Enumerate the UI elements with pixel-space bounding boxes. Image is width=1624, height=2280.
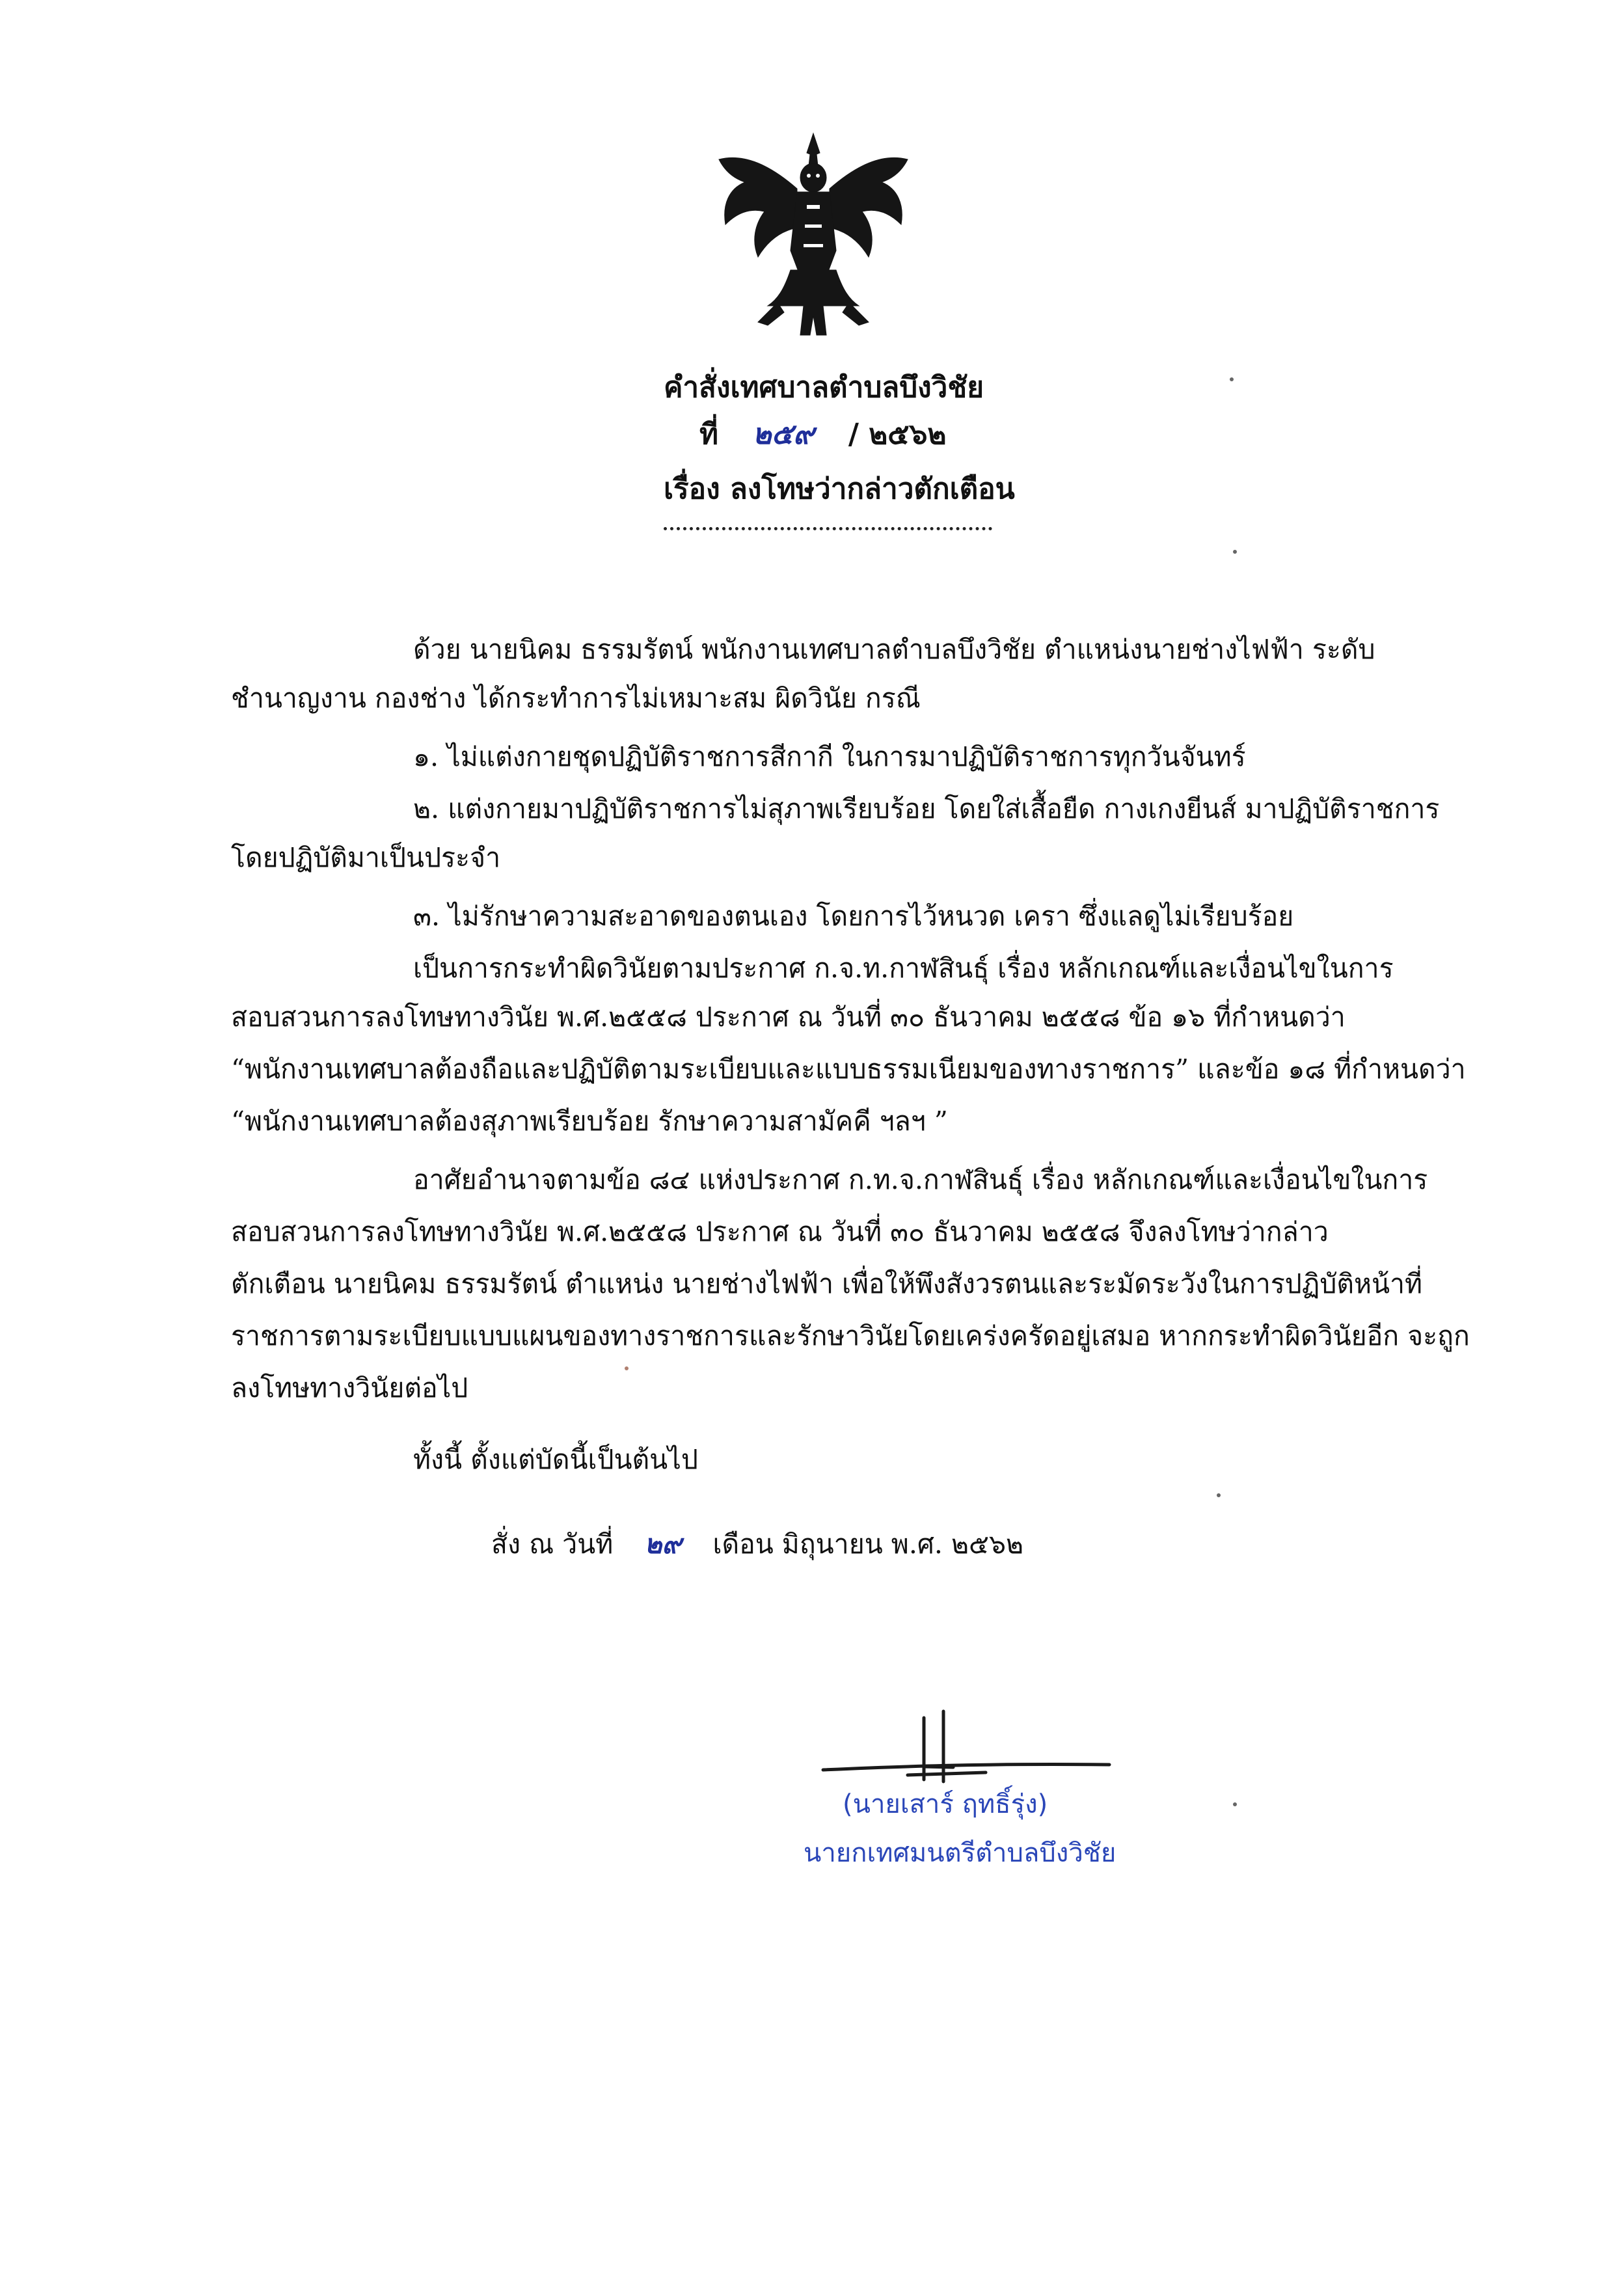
signer-name: (นายเสาร์ ฤทธิ์รุ่ง) — [843, 1789, 1048, 1819]
scan-speck — [1217, 1493, 1221, 1497]
garuda-emblem-icon — [706, 127, 921, 342]
para3-line1: อาศัยอำนาจตามข้อ ๘๔ แห่งประกาศ ก.ท.จ.กาฬสินธุ์ เรื่อง หลักเกณฑ์และเงื่อนไขในการ — [413, 1164, 1428, 1195]
para3-line3: ตักเตือน นายนิคม ธรรมรัตน์ ตำแหน่ง นายช่างไฟฟ้า เพื่อให้พึงสังวรตนและระมัดระวังในการปฏิบัติหน้าที่ — [231, 1268, 1423, 1299]
para2-line4: “พนักงานเทศบาลต้องสุภาพเรียบร้อย รักษาความสามัคคี ฯลฯ ” — [231, 1106, 948, 1137]
para1-line2: ชำนาญงาน กองช่าง ได้กระทำการไม่เหมาะสม ผิดวินัย กรณี — [231, 683, 921, 714]
effective-clause: ทั้งนี้ ตั้งแต่บัดนี้เป็นต้นไป — [413, 1444, 698, 1475]
date-rest: เดือน มิถุนายน พ.ศ. ๒๕๖๒ — [712, 1528, 1024, 1560]
date-day-handwritten: ๒๙ — [644, 1528, 682, 1560]
order-number-year: / ๒๕๖๒ — [848, 418, 947, 451]
para3-line5: ลงโทษทางวินัยต่อไป — [231, 1372, 468, 1404]
order-number-handwritten: ๒๕๙ — [752, 418, 815, 451]
para2-line1: เป็นการกระทำผิดวินัยตามประกาศ ก.จ.ท.กาฬสินธุ์ เรื่อง หลักเกณฑ์และเงื่อนไขในการ — [413, 953, 1394, 984]
header-dotted-divider — [664, 527, 992, 530]
scan-speck — [625, 1366, 629, 1370]
scan-speck — [1230, 377, 1234, 381]
item-2-line1: ๒. แต่งกายมาปฏิบัติราชการไม่สุภาพเรียบร้อย โดยใส่เสื้อยืด กางเกงยีนส์ มาปฏิบัติราชการ — [413, 793, 1440, 824]
order-number-prefix: ที่ — [699, 418, 719, 451]
scan-speck — [1233, 550, 1237, 554]
para1-line1: ด้วย นายนิคม ธรรมรัตน์ พนักงานเทศบาลตำบลบึงวิชัย ตำแหน่งนายช่างไฟฟ้า ระดับ — [413, 634, 1375, 665]
para3-line2: สอบสวนการลงโทษทางวินัย พ.ศ.๒๕๕๘ ประกาศ ณ วันที่ ๓๐ ธันวาคม ๒๕๕๘ จึงลงโทษว่ากล่าว — [231, 1216, 1329, 1247]
scan-speck — [1233, 1802, 1237, 1806]
item-1: ๑. ไม่แต่งกายชุดปฏิบัติราชการสีกากี ในการมาปฏิบัติราชการทุกวันจันทร์ — [413, 741, 1246, 772]
order-date-line — [491, 1526, 1023, 1562]
signer-position: นายกเทศมนตรีตำบลบึงวิชัย — [804, 1838, 1116, 1868]
para2-line2: สอบสวนการลงโทษทางวินัย พ.ศ.๒๕๕๘ ประกาศ ณ วันที่ ๓๐ ธันวาคม ๒๕๕๘ ข้อ ๑๖ ที่กำหนดว่า — [231, 1001, 1346, 1033]
para2-line3: “พนักงานเทศบาลต้องถือและปฏิบัติตามระเบียบและแบบธรรมเนียมของทางราชการ” และข้อ ๑๘ ที่กำหนดว่า — [231, 1053, 1466, 1085]
order-title: คำสั่งเทศบาลตำบลบึงวิชัย — [664, 371, 984, 404]
order-subject: เรื่อง ลงโทษว่ากล่าวตักเตือน — [664, 472, 1015, 506]
para3-line4: ราชการตามระเบียบแบบแผนของทางราชการและรักษาวินัยโดยเคร่งครัดอยู่เสมอ หากกระทำผิดวินัยอีก จะถูก — [231, 1320, 1470, 1351]
item-2-line2: โดยปฏิบัติมาเป็นประจำ — [231, 842, 501, 873]
item-3: ๓. ไม่รักษาความสะอาดของตนเอง โดยการไว้หนวด เครา ซึ่งแลดูไม่เรียบร้อย — [413, 901, 1294, 932]
order-number-line — [699, 411, 1624, 457]
date-prefix: สั่ง ณ วันที่ — [491, 1528, 614, 1560]
